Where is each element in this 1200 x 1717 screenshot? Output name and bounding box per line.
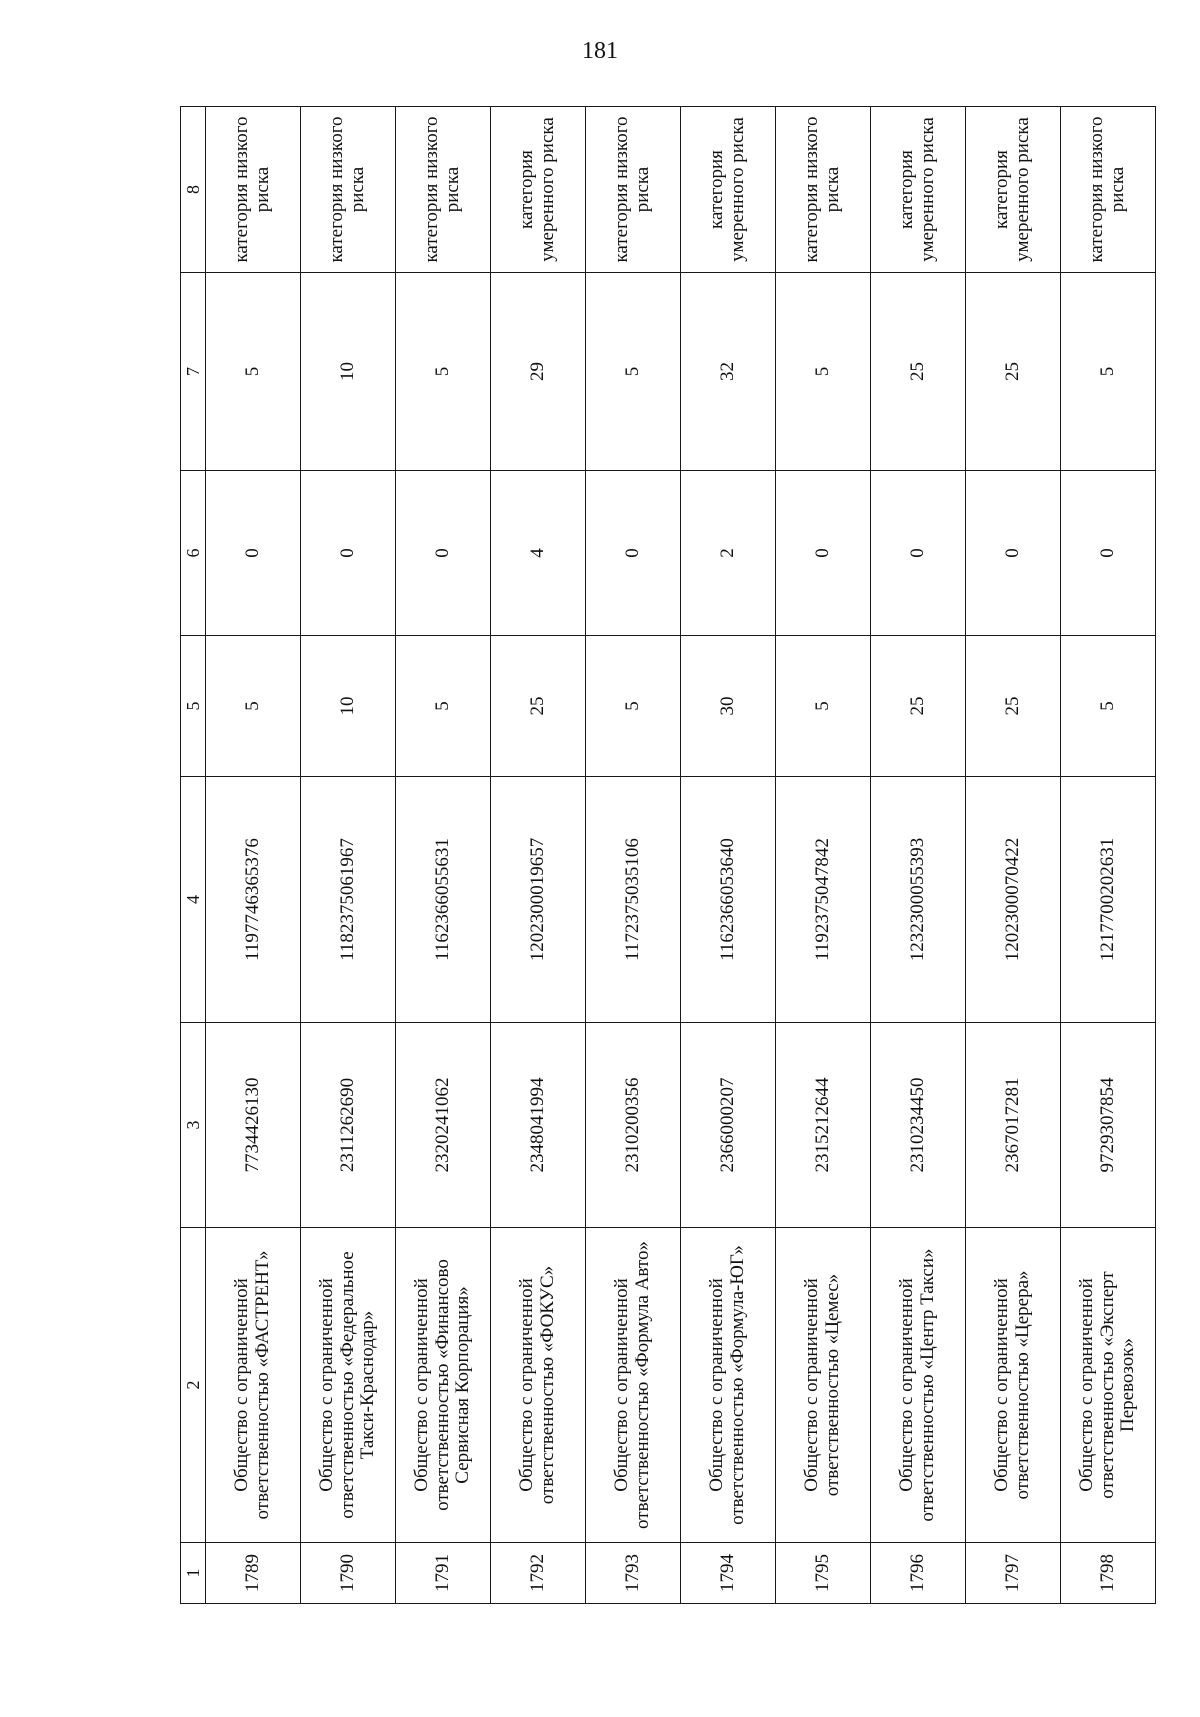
header-cell: 7 — [181, 273, 206, 471]
column-6-cell: 4 — [491, 471, 586, 636]
column-7-cell: 29 — [491, 273, 586, 471]
risk-category: категория низкого риска — [396, 107, 491, 273]
table-row — [491, 107, 586, 1604]
header-cell: 3 — [181, 1023, 206, 1228]
organization-name: Общество с ограниченной ответственностью «Цемес» — [776, 1228, 871, 1543]
header-cell: 4 — [181, 777, 206, 1023]
inn-cell: 2348041994 — [491, 1023, 586, 1228]
ogrn-cell: 1202300019657 — [491, 777, 586, 1023]
row-number: 1798 — [1061, 1543, 1156, 1604]
ogrn-cell: 1162366055631 — [396, 777, 491, 1023]
inn-cell: 2311262690 — [301, 1023, 396, 1228]
table-row — [586, 107, 681, 1604]
ogrn-cell: 1182375061967 — [301, 777, 396, 1023]
risk-category: категория умеренного риска — [871, 107, 966, 273]
header-cell: 5 — [181, 636, 206, 777]
table-row — [776, 107, 871, 1604]
inn-cell: 2310200356 — [586, 1023, 681, 1228]
table-row — [206, 107, 301, 1604]
ogrn-cell: 1172375035106 — [586, 777, 681, 1023]
table-row — [396, 107, 491, 1604]
table-row — [871, 107, 966, 1604]
inn-cell: 2310234450 — [871, 1023, 966, 1228]
inn-cell: 2320241062 — [396, 1023, 491, 1228]
column-7-cell: 25 — [871, 273, 966, 471]
table-header-row — [181, 107, 206, 1604]
page-number: 181 — [582, 38, 618, 64]
table-row — [1061, 107, 1156, 1604]
ogrn-cell: 1217700202631 — [1061, 777, 1156, 1023]
table-row — [301, 107, 396, 1604]
column-5-cell: 5 — [776, 636, 871, 777]
column-7-cell: 5 — [1061, 273, 1156, 471]
risk-category: категория умеренного риска — [491, 107, 586, 273]
organization-name: Общество с ограниченной ответственностью «Федеральное Такси-Краснодар» — [301, 1228, 396, 1543]
row-number: 1789 — [206, 1543, 301, 1604]
table-row — [966, 107, 1061, 1604]
column-7-cell: 32 — [681, 273, 776, 471]
ogrn-cell: 1232300055393 — [871, 777, 966, 1023]
column-5-cell: 5 — [586, 636, 681, 777]
inn-cell: 2315212644 — [776, 1023, 871, 1228]
column-7-cell: 5 — [776, 273, 871, 471]
organization-name: Общество с ограниченной ответственностью «Центр Такси» — [871, 1228, 966, 1543]
organization-name: Общество с ограниченной ответственностью «ФАСТРЕНТ» — [206, 1228, 301, 1543]
risk-category: категория низкого риска — [586, 107, 681, 273]
column-5-cell: 5 — [396, 636, 491, 777]
ogrn-cell: 1162366053640 — [681, 777, 776, 1023]
column-6-cell: 2 — [681, 471, 776, 636]
risk-category: категория низкого риска — [301, 107, 396, 273]
organization-name: Общество с ограниченной ответственностью «Формула-ЮГ» — [681, 1228, 776, 1543]
column-6-cell: 0 — [206, 471, 301, 636]
column-5-cell: 5 — [206, 636, 301, 777]
column-6-cell: 0 — [871, 471, 966, 636]
column-6-cell: 0 — [966, 471, 1061, 636]
organization-name: Общество с ограниченной ответственностью «Церера» — [966, 1228, 1061, 1543]
risk-category: категория низкого риска — [206, 107, 301, 273]
inn-cell: 9729307854 — [1061, 1023, 1156, 1228]
organization-name: Общество с ограниченной ответственностью «ФОКУС» — [491, 1228, 586, 1543]
column-6-cell: 0 — [586, 471, 681, 636]
inn-cell: 2367017281 — [966, 1023, 1061, 1228]
column-5-cell: 25 — [491, 636, 586, 777]
row-number: 1790 — [301, 1543, 396, 1604]
ogrn-cell: 1197746365376 — [206, 777, 301, 1023]
column-7-cell: 5 — [206, 273, 301, 471]
row-number: 1793 — [586, 1543, 681, 1604]
risk-category: категория низкого риска — [776, 107, 871, 273]
column-5-cell: 30 — [681, 636, 776, 777]
row-number: 1791 — [396, 1543, 491, 1604]
row-number: 1797 — [966, 1543, 1061, 1604]
column-6-cell: 0 — [1061, 471, 1156, 636]
registry-table-container — [180, 107, 1139, 1604]
column-5-cell: 25 — [966, 636, 1061, 777]
header-cell: 6 — [181, 471, 206, 636]
column-6-cell: 0 — [396, 471, 491, 636]
ogrn-cell: 1202300070422 — [966, 777, 1061, 1023]
row-number: 1794 — [681, 1543, 776, 1604]
inn-cell: 2366000207 — [681, 1023, 776, 1228]
column-7-cell: 25 — [966, 273, 1061, 471]
risk-category: категория умеренного риска — [681, 107, 776, 273]
risk-category: категория низкого риска — [1061, 107, 1156, 273]
header-cell: 1 — [181, 1543, 206, 1604]
ogrn-cell: 1192375047842 — [776, 777, 871, 1023]
risk-category: категория умеренного риска — [966, 107, 1061, 273]
column-5-cell: 5 — [1061, 636, 1156, 777]
organization-name: Общество с ограниченной ответственностью «Формула Авто» — [586, 1228, 681, 1543]
row-number: 1796 — [871, 1543, 966, 1604]
column-7-cell: 5 — [586, 273, 681, 471]
header-cell: 2 — [181, 1228, 206, 1543]
column-5-cell: 10 — [301, 636, 396, 777]
organization-name: Общество с ограниченной ответственностью «Финансово Сервисная Корпорация» — [396, 1228, 491, 1543]
row-number: 1795 — [776, 1543, 871, 1604]
inn-cell: 7734426130 — [206, 1023, 301, 1228]
organization-name: Общество с ограниченной ответственностью «Эксперт Перевозок» — [1061, 1228, 1156, 1543]
column-6-cell: 0 — [301, 471, 396, 636]
column-6-cell: 0 — [776, 471, 871, 636]
registry-table — [180, 106, 1156, 1604]
column-7-cell: 10 — [301, 273, 396, 471]
header-cell: 8 — [181, 107, 206, 273]
row-number: 1792 — [491, 1543, 586, 1604]
table-row — [681, 107, 776, 1604]
column-5-cell: 25 — [871, 636, 966, 777]
column-7-cell: 5 — [396, 273, 491, 471]
